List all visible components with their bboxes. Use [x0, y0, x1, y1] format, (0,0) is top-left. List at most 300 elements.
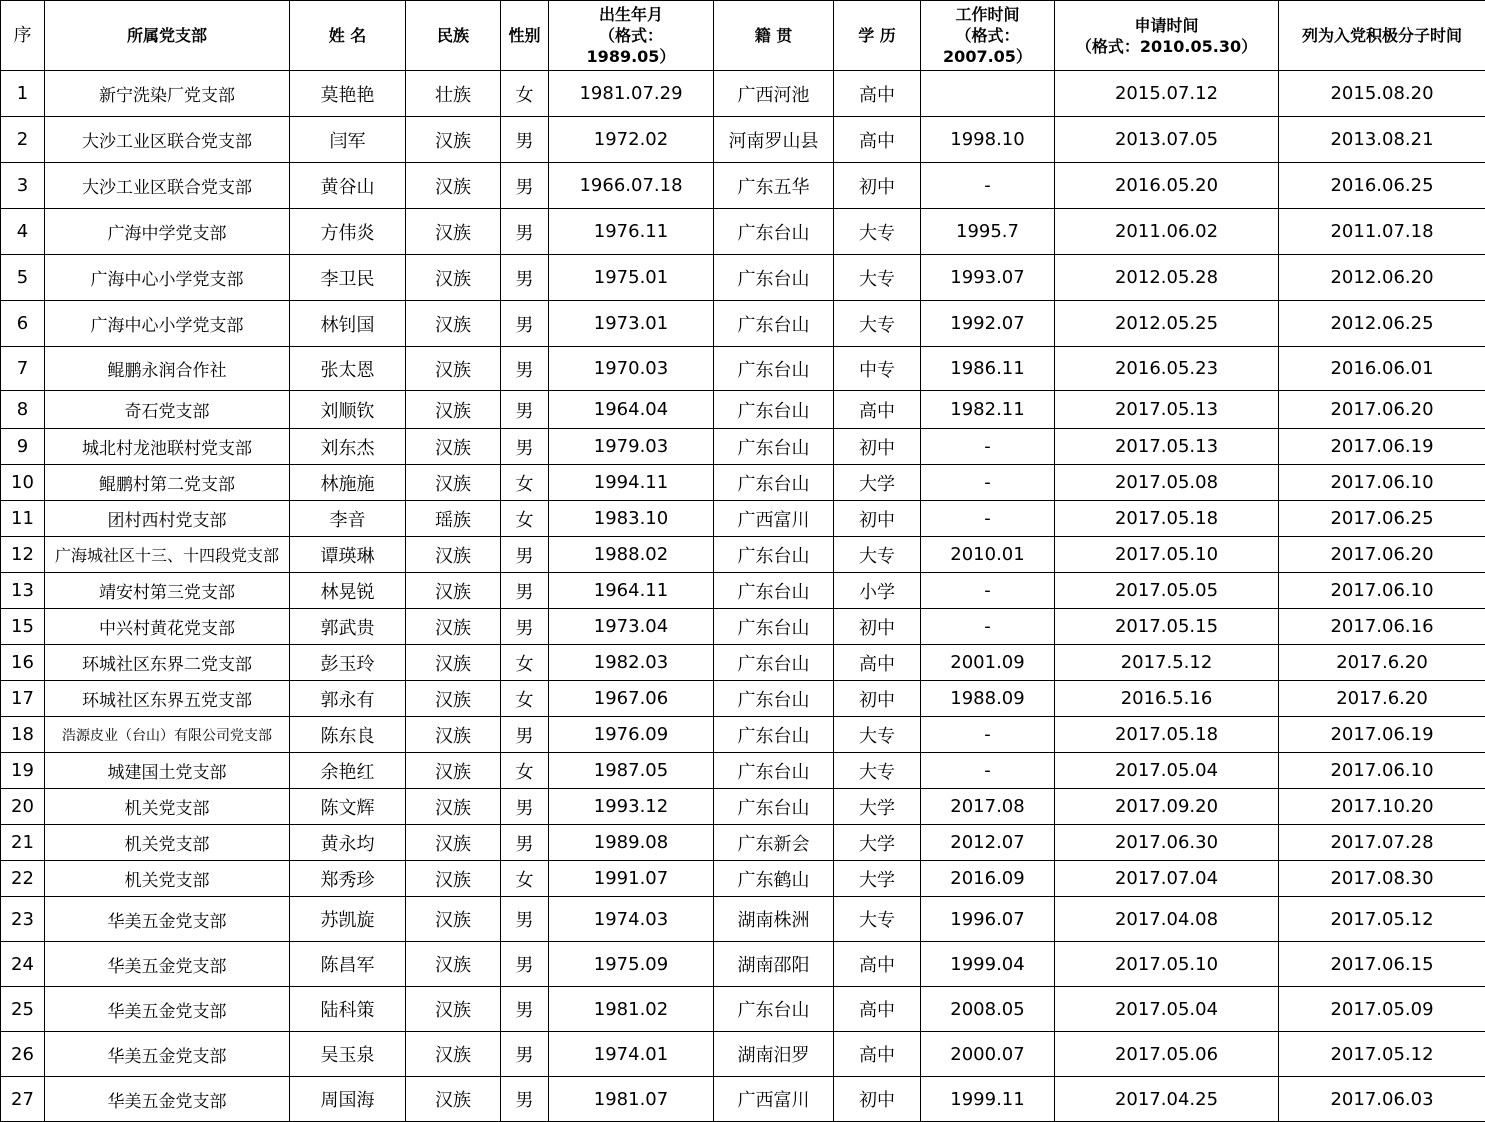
row-origin: 广西河池: [714, 71, 834, 117]
row-branch: 华美五金党支部: [45, 1032, 290, 1077]
row-ethnicity: 壮族: [406, 71, 501, 117]
row-branch: 环城社区东界五党支部: [45, 681, 290, 717]
row-name: 黄永均: [290, 825, 406, 861]
row-work-date: 2016.09: [921, 861, 1055, 897]
row-activist-date: 2016.06.01: [1279, 347, 1485, 391]
row-name: 李音: [290, 501, 406, 537]
row-name: 刘顺钦: [290, 391, 406, 429]
row-seq: 20: [1, 789, 45, 825]
row-activist-date: 2012.06.20: [1279, 255, 1485, 301]
row-ethnicity: 汉族: [406, 255, 501, 301]
header-ethnicity: 民族: [406, 1, 501, 71]
row-gender: 男: [501, 391, 549, 429]
row-education: 高中: [834, 645, 921, 681]
row-gender: 女: [501, 861, 549, 897]
row-work-date: 2017.08: [921, 789, 1055, 825]
row-seq: 21: [1, 825, 45, 861]
table-row: [1, 163, 1485, 209]
row-activist-date: 2015.08.20: [1279, 71, 1485, 117]
row-ethnicity: 汉族: [406, 789, 501, 825]
row-branch: 城建国土党支部: [45, 753, 290, 789]
row-apply-date: 2017.05.13: [1055, 429, 1279, 465]
row-gender: 女: [501, 753, 549, 789]
row-apply-date: 2017.05.04: [1055, 753, 1279, 789]
row-name: 方伟炎: [290, 209, 406, 255]
row-origin: 广东新会: [714, 825, 834, 861]
row-branch: 浩源皮业（台山）有限公司党支部: [45, 717, 290, 753]
row-branch: 大沙工业区联合党支部: [45, 163, 290, 209]
header-name: 姓 名: [290, 1, 406, 71]
row-activist-date: 2012.06.25: [1279, 301, 1485, 347]
row-education: 大专: [834, 255, 921, 301]
row-work-date: 1996.07: [921, 897, 1055, 942]
row-branch: 华美五金党支部: [45, 987, 290, 1032]
row-work-date: -: [921, 609, 1055, 645]
row-activist-date: 2017.10.20: [1279, 789, 1485, 825]
row-work-date: -: [921, 717, 1055, 753]
row-ethnicity: 汉族: [406, 537, 501, 573]
row-branch: 广海中心小学党支部: [45, 255, 290, 301]
row-education: 初中: [834, 681, 921, 717]
row-apply-date: 2017.05.18: [1055, 717, 1279, 753]
row-activist-date: 2017.06.16: [1279, 609, 1485, 645]
table-row: [1, 681, 1485, 717]
row-birth-date: 1981.07.29: [549, 71, 714, 117]
row-activist-date: 2017.06.19: [1279, 717, 1485, 753]
table-row: [1, 301, 1485, 347]
row-education: 大专: [834, 537, 921, 573]
row-gender: 男: [501, 209, 549, 255]
row-apply-date: 2016.05.23: [1055, 347, 1279, 391]
row-ethnicity: 汉族: [406, 391, 501, 429]
row-education: 小学: [834, 573, 921, 609]
row-ethnicity: 汉族: [406, 753, 501, 789]
row-origin: 广东台山: [714, 347, 834, 391]
row-work-date: -: [921, 163, 1055, 209]
row-seq: 5: [1, 255, 45, 301]
row-work-date: 2001.09: [921, 645, 1055, 681]
row-gender: 男: [501, 163, 549, 209]
row-gender: 男: [501, 987, 549, 1032]
row-birth-date: 1972.02: [549, 117, 714, 163]
row-education: 初中: [834, 163, 921, 209]
row-branch: 机关党支部: [45, 789, 290, 825]
row-gender: 男: [501, 537, 549, 573]
table-row: [1, 861, 1485, 897]
row-activist-date: 2017.06.15: [1279, 942, 1485, 987]
row-birth-date: 1976.11: [549, 209, 714, 255]
row-seq: 17: [1, 681, 45, 717]
row-branch: 奇石党支部: [45, 391, 290, 429]
table-row: [1, 501, 1485, 537]
row-activist-date: 2013.08.21: [1279, 117, 1485, 163]
row-work-date: -: [921, 429, 1055, 465]
row-education: 初中: [834, 429, 921, 465]
row-apply-date: 2017.05.04: [1055, 987, 1279, 1032]
row-education: 中专: [834, 347, 921, 391]
row-apply-date: 2017.06.30: [1055, 825, 1279, 861]
row-origin: 广东鹤山: [714, 861, 834, 897]
table-row: [1, 789, 1485, 825]
row-origin: 广东台山: [714, 573, 834, 609]
row-birth-date: 1964.11: [549, 573, 714, 609]
row-name: 余艳红: [290, 753, 406, 789]
row-birth-date: 1973.01: [549, 301, 714, 347]
row-name: 苏凯旋: [290, 897, 406, 942]
row-branch: 机关党支部: [45, 825, 290, 861]
row-seq: 13: [1, 573, 45, 609]
table-row: [1, 71, 1485, 117]
row-branch: 靖安村第三党支部: [45, 573, 290, 609]
row-activist-date: 2017.06.03: [1279, 1077, 1485, 1122]
row-branch: 鲲鹏永润合作社: [45, 347, 290, 391]
table-row: [1, 897, 1485, 942]
header-apply-line1: 申请时间: [1055, 15, 1278, 36]
row-birth-date: 1979.03: [549, 429, 714, 465]
row-apply-date: 2012.05.25: [1055, 301, 1279, 347]
row-gender: 女: [501, 465, 549, 501]
row-gender: 男: [501, 573, 549, 609]
row-birth-date: 1964.04: [549, 391, 714, 429]
row-branch: 华美五金党支部: [45, 1077, 290, 1122]
row-apply-date: 2017.09.20: [1055, 789, 1279, 825]
row-ethnicity: 汉族: [406, 717, 501, 753]
row-gender: 男: [501, 717, 549, 753]
row-seq: 3: [1, 163, 45, 209]
row-birth-date: 1973.04: [549, 609, 714, 645]
row-apply-date: 2016.05.20: [1055, 163, 1279, 209]
row-work-date: -: [921, 501, 1055, 537]
row-name: 彭玉玲: [290, 645, 406, 681]
row-education: 高中: [834, 117, 921, 163]
row-gender: 男: [501, 1077, 549, 1122]
row-gender: 男: [501, 347, 549, 391]
row-birth-date: 1993.12: [549, 789, 714, 825]
row-gender: 男: [501, 301, 549, 347]
row-education: 大学: [834, 465, 921, 501]
header-branch: 所属党支部: [45, 1, 290, 71]
row-apply-date: 2017.05.13: [1055, 391, 1279, 429]
row-seq: 22: [1, 861, 45, 897]
row-seq: 23: [1, 897, 45, 942]
table-row: [1, 987, 1485, 1032]
row-work-date: -: [921, 465, 1055, 501]
table-row: [1, 537, 1485, 573]
row-gender: 男: [501, 942, 549, 987]
row-work-date: 1992.07: [921, 301, 1055, 347]
row-education: 大专: [834, 753, 921, 789]
row-name: 林晃锐: [290, 573, 406, 609]
table-row: [1, 117, 1485, 163]
row-name: 郑秀珍: [290, 861, 406, 897]
row-birth-date: 1989.08: [549, 825, 714, 861]
row-origin: 广东台山: [714, 209, 834, 255]
row-birth-date: 1967.06: [549, 681, 714, 717]
row-birth-date: 1975.09: [549, 942, 714, 987]
row-activist-date: 2017.06.10: [1279, 573, 1485, 609]
row-work-date: 2008.05: [921, 987, 1055, 1032]
header-birth: [549, 1, 714, 71]
row-education: 大专: [834, 301, 921, 347]
header-apply-line2: （格式：2010.05.30）: [1055, 36, 1278, 57]
row-seq: 12: [1, 537, 45, 573]
table-row: [1, 465, 1485, 501]
row-ethnicity: 汉族: [406, 897, 501, 942]
row-apply-date: 2017.05.06: [1055, 1032, 1279, 1077]
row-seq: 8: [1, 391, 45, 429]
row-origin: 湖南邵阳: [714, 942, 834, 987]
row-ethnicity: 瑶族: [406, 501, 501, 537]
row-birth-date: 1974.01: [549, 1032, 714, 1077]
row-name: 林钊国: [290, 301, 406, 347]
row-work-date: 1988.09: [921, 681, 1055, 717]
row-seq: 10: [1, 465, 45, 501]
row-birth-date: 1991.07: [549, 861, 714, 897]
row-origin: 广东台山: [714, 789, 834, 825]
header-birth-line2: （格式：: [549, 25, 713, 46]
row-ethnicity: 汉族: [406, 465, 501, 501]
row-activist-date: 2017.05.12: [1279, 1032, 1485, 1077]
row-birth-date: 1987.05: [549, 753, 714, 789]
row-apply-date: 2017.05.15: [1055, 609, 1279, 645]
row-name: 刘东杰: [290, 429, 406, 465]
row-ethnicity: 汉族: [406, 347, 501, 391]
row-origin: 广东台山: [714, 301, 834, 347]
row-name: 黄谷山: [290, 163, 406, 209]
row-work-date: 2010.01: [921, 537, 1055, 573]
row-apply-date: 2017.5.12: [1055, 645, 1279, 681]
row-gender: 女: [501, 645, 549, 681]
row-ethnicity: 汉族: [406, 1077, 501, 1122]
row-education: 大学: [834, 861, 921, 897]
row-work-date: 1982.11: [921, 391, 1055, 429]
row-education: 高中: [834, 987, 921, 1032]
row-ethnicity: 汉族: [406, 942, 501, 987]
row-seq: 6: [1, 301, 45, 347]
row-gender: 女: [501, 71, 549, 117]
row-name: 莫艳艳: [290, 71, 406, 117]
table-row: [1, 753, 1485, 789]
row-branch: 鲲鹏村第二党支部: [45, 465, 290, 501]
row-birth-date: 1970.03: [549, 347, 714, 391]
row-education: 初中: [834, 501, 921, 537]
row-origin: 广东台山: [714, 753, 834, 789]
row-activist-date: 2017.6.20: [1279, 645, 1485, 681]
header-gender: 性别: [501, 1, 549, 71]
row-branch: 广海城社区十三、十四段党支部: [45, 537, 290, 573]
row-apply-date: 2016.5.16: [1055, 681, 1279, 717]
row-activist-date: 2017.06.20: [1279, 391, 1485, 429]
row-birth-date: 1981.07: [549, 1077, 714, 1122]
row-gender: 男: [501, 897, 549, 942]
row-work-date: [921, 71, 1055, 117]
table-row: [1, 347, 1485, 391]
row-origin: 广东台山: [714, 681, 834, 717]
row-work-date: 2012.07: [921, 825, 1055, 861]
row-work-date: 2000.07: [921, 1032, 1055, 1077]
row-work-date: 1999.04: [921, 942, 1055, 987]
row-origin: 湖南汨罗: [714, 1032, 834, 1077]
row-ethnicity: 汉族: [406, 1032, 501, 1077]
row-seq: 25: [1, 987, 45, 1032]
row-education: 初中: [834, 1077, 921, 1122]
row-branch: 团村西村党支部: [45, 501, 290, 537]
row-branch: 环城社区东界二党支部: [45, 645, 290, 681]
row-education: 高中: [834, 1032, 921, 1077]
row-activist-date: 2017.07.28: [1279, 825, 1485, 861]
row-gender: 男: [501, 429, 549, 465]
row-seq: 9: [1, 429, 45, 465]
row-education: 初中: [834, 609, 921, 645]
row-activist-date: 2017.08.30: [1279, 861, 1485, 897]
row-apply-date: 2017.07.04: [1055, 861, 1279, 897]
row-origin: 广东台山: [714, 609, 834, 645]
table-row: [1, 645, 1485, 681]
row-ethnicity: 汉族: [406, 861, 501, 897]
row-origin: 广东台山: [714, 537, 834, 573]
row-name: 林施施: [290, 465, 406, 501]
row-gender: 男: [501, 117, 549, 163]
row-apply-date: 2017.05.18: [1055, 501, 1279, 537]
row-branch: 城北村龙池联村党支部: [45, 429, 290, 465]
row-apply-date: 2015.07.12: [1055, 71, 1279, 117]
row-birth-date: 1976.09: [549, 717, 714, 753]
row-ethnicity: 汉族: [406, 301, 501, 347]
row-education: 高中: [834, 71, 921, 117]
row-birth-date: 1974.03: [549, 897, 714, 942]
row-apply-date: 2017.05.05: [1055, 573, 1279, 609]
table-row: [1, 942, 1485, 987]
row-origin: 广东台山: [714, 645, 834, 681]
row-activist-date: 2017.05.09: [1279, 987, 1485, 1032]
row-education: 大专: [834, 897, 921, 942]
row-seq: 24: [1, 942, 45, 987]
row-birth-date: 1988.02: [549, 537, 714, 573]
row-seq: 19: [1, 753, 45, 789]
row-work-date: -: [921, 753, 1055, 789]
row-name: 李卫民: [290, 255, 406, 301]
row-ethnicity: 汉族: [406, 645, 501, 681]
row-apply-date: 2017.04.25: [1055, 1077, 1279, 1122]
row-apply-date: 2017.05.10: [1055, 537, 1279, 573]
row-apply-date: 2017.05.08: [1055, 465, 1279, 501]
row-work-date: 1986.11: [921, 347, 1055, 391]
row-origin: 河南罗山县: [714, 117, 834, 163]
row-activist-date: 2017.06.19: [1279, 429, 1485, 465]
header-seq: 序: [1, 1, 45, 71]
header-birth-line1: 出生年月: [549, 4, 713, 25]
row-name: 郭永有: [290, 681, 406, 717]
header-work-line2: （格式：: [921, 25, 1054, 46]
header-work: [921, 1, 1055, 71]
table-row: [1, 717, 1485, 753]
row-branch: 广海中心小学党支部: [45, 301, 290, 347]
row-work-date: 1993.07: [921, 255, 1055, 301]
row-gender: 男: [501, 789, 549, 825]
row-seq: 18: [1, 717, 45, 753]
row-name: 陈昌军: [290, 942, 406, 987]
row-birth-date: 1981.02: [549, 987, 714, 1032]
header-work-line1: 工作时间: [921, 4, 1054, 25]
row-seq: 1: [1, 71, 45, 117]
table-row: [1, 609, 1485, 645]
row-gender: 女: [501, 501, 549, 537]
row-apply-date: 2013.07.05: [1055, 117, 1279, 163]
row-branch: 大沙工业区联合党支部: [45, 117, 290, 163]
row-activist-date: 2017.05.12: [1279, 897, 1485, 942]
header-row: [1, 1, 1485, 71]
row-origin: 湖南株洲: [714, 897, 834, 942]
row-education: 大学: [834, 789, 921, 825]
row-birth-date: 1994.11: [549, 465, 714, 501]
table-row: [1, 255, 1485, 301]
table-row: [1, 1077, 1485, 1122]
row-activist-date: 2017.06.10: [1279, 753, 1485, 789]
header-work-line3: 2007.05）: [921, 46, 1054, 67]
row-birth-date: 1966.07.18: [549, 163, 714, 209]
row-gender: 女: [501, 681, 549, 717]
row-activist-date: 2017.6.20: [1279, 681, 1485, 717]
row-apply-date: 2017.05.10: [1055, 942, 1279, 987]
row-apply-date: 2011.06.02: [1055, 209, 1279, 255]
row-branch: 新宁洗染厂党支部: [45, 71, 290, 117]
row-name: 陆科策: [290, 987, 406, 1032]
row-origin: 广东五华: [714, 163, 834, 209]
row-name: 谭瑛琳: [290, 537, 406, 573]
row-activist-date: 2017.06.10: [1279, 465, 1485, 501]
row-education: 高中: [834, 391, 921, 429]
row-seq: 4: [1, 209, 45, 255]
row-birth-date: 1975.01: [549, 255, 714, 301]
row-seq: 27: [1, 1077, 45, 1122]
row-origin: 广东台山: [714, 391, 834, 429]
row-apply-date: 2017.04.08: [1055, 897, 1279, 942]
row-ethnicity: 汉族: [406, 681, 501, 717]
row-work-date: 1999.11: [921, 1077, 1055, 1122]
table-row: [1, 573, 1485, 609]
row-origin: 广东台山: [714, 255, 834, 301]
row-origin: 广西富川: [714, 501, 834, 537]
row-branch: 华美五金党支部: [45, 942, 290, 987]
header-apply: [1055, 1, 1279, 71]
row-branch: 机关党支部: [45, 861, 290, 897]
row-name: 郭武贵: [290, 609, 406, 645]
row-name: 周国海: [290, 1077, 406, 1122]
row-gender: 男: [501, 1032, 549, 1077]
row-branch: 广海中学党支部: [45, 209, 290, 255]
row-work-date: 1998.10: [921, 117, 1055, 163]
row-branch: 中兴村黄花党支部: [45, 609, 290, 645]
row-name: 张太恩: [290, 347, 406, 391]
row-name: 闫军: [290, 117, 406, 163]
row-origin: 广东台山: [714, 717, 834, 753]
row-activist-date: 2017.06.20: [1279, 537, 1485, 573]
row-ethnicity: 汉族: [406, 609, 501, 645]
row-origin: 广西富川: [714, 1077, 834, 1122]
row-name: 陈文辉: [290, 789, 406, 825]
row-seq: 16: [1, 645, 45, 681]
row-ethnicity: 汉族: [406, 209, 501, 255]
row-seq: 7: [1, 347, 45, 391]
roster-body: [1, 71, 1485, 1122]
row-birth-date: 1983.10: [549, 501, 714, 537]
row-origin: 广东台山: [714, 465, 834, 501]
table-row: [1, 1032, 1485, 1077]
row-activist-date: 2017.06.25: [1279, 501, 1485, 537]
header-activist: 列为入党积极分子时间: [1279, 1, 1485, 71]
header-birth-line3: 1989.05）: [549, 46, 713, 67]
row-ethnicity: 汉族: [406, 429, 501, 465]
